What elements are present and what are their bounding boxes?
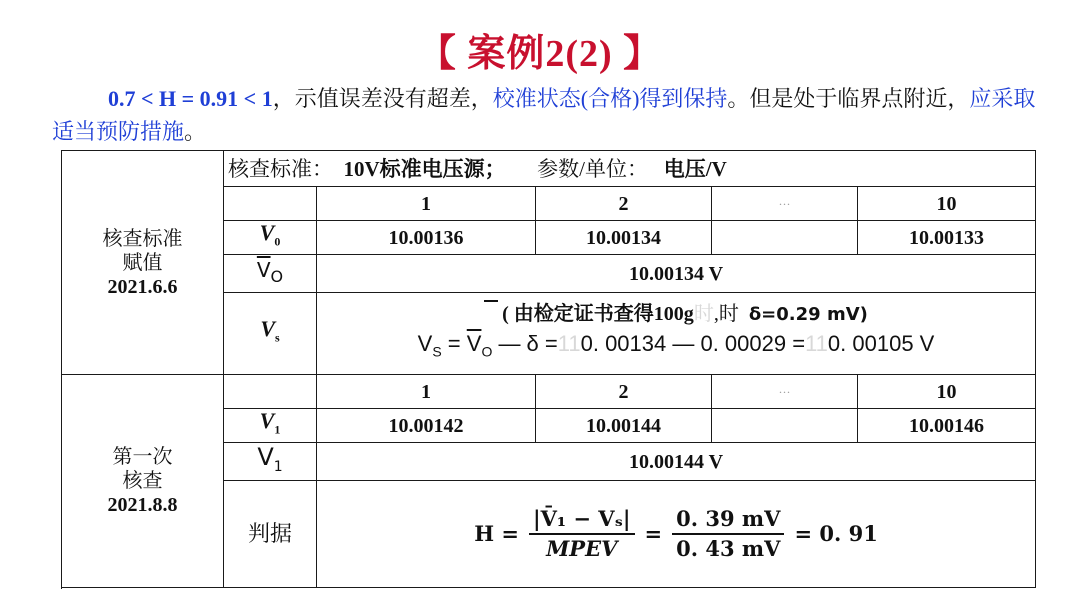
page-title: 【 案例2(2) 】 [417,33,663,75]
v0-value-ellipsis [712,221,858,255]
intro-text-end: 。 [184,119,207,144]
col-header-ellipsis: ··· [712,187,858,221]
v0-mean-symbol: $\overline{V}_O$ [224,255,317,293]
v1-value-2: 10.00144 [536,409,712,443]
v1-value-ellipsis [712,409,858,443]
col-header-10: 10 [858,187,1036,221]
v0-value-1: 10.00136 [317,221,536,255]
data-table [61,150,1036,588]
judge-formula: H = $\frac{\text{|V̄₁ − Vₛ|}}{\text{MPEV}}$ = $\frac{0. 39 mV}{0. 43 mV}$ = 0. 91 [317,481,1036,588]
intro-highlight-2: 应采取适当预防措施 [52,86,1036,144]
col2-header-10: 10 [858,375,1036,409]
v0-value-10: 10.00133 [858,221,1036,255]
col2-header-2: 2 [536,375,712,409]
formula-fraction-2: $\frac{0. 39 mV}{0. 43 mV}$ [672,507,784,561]
intro-text-1: ，示值误差没有超差， [272,86,493,111]
col-header-2: 2 [536,187,712,221]
intro-text-2: 。但是处于临界点附近， [727,86,970,111]
v1-mean-value: 10.00144 V [317,443,1036,481]
formula-lhs: H = [474,521,519,546]
v1-value-1: 10.00142 [317,409,536,443]
section2-label: 第一次 核查 2021.8.8 [62,375,224,588]
judge-label: 判据 [224,481,317,588]
condition-text: 0.7 < H = 0.91 < 1 [108,86,273,111]
v0-value-2: 10.00134 [536,221,712,255]
formula-fraction-1: $\frac{\text{|V̄₁ − Vₛ|}}{\text{MPEV}}$ [529,507,635,561]
vs-symbol: $V_s$ [224,293,317,375]
v0-mean-value: 10.00134 V [317,255,1036,293]
v0-symbol: $V_0$ [224,221,317,255]
formula-result: = 0. 91 [794,521,878,546]
intro-highlight-1: 校准状态(合格)得到保持 [492,86,728,111]
header-row: 核查标准： 10V标准电压源； 参数/单位： 电压/V [224,151,1036,187]
col2-header-1: 1 [317,375,536,409]
col2-header-ellipsis: ··· [712,375,858,409]
vs-note: ( 由检定证书查得100g时,时 δ=0.29 mV) [317,300,1035,329]
vs-cell [317,293,1036,375]
v1-symbol: $V_1$ [224,409,317,443]
section1-label: 核查标准 赋值 2021.6.6 [62,151,224,375]
blank-cell [224,187,317,221]
blank-cell-2 [224,375,317,409]
v1-mean-symbol: $\overline{V}_1$ [224,443,317,481]
col-header-1: 1 [317,187,536,221]
vs-formula: $V_S = \overline{V}_O$ — δ =110. 00134 — 0. 00029 =110. 00105 V [417,331,935,360]
intro-paragraph [52,82,1052,148]
v1-value-10: 10.00146 [858,409,1036,443]
